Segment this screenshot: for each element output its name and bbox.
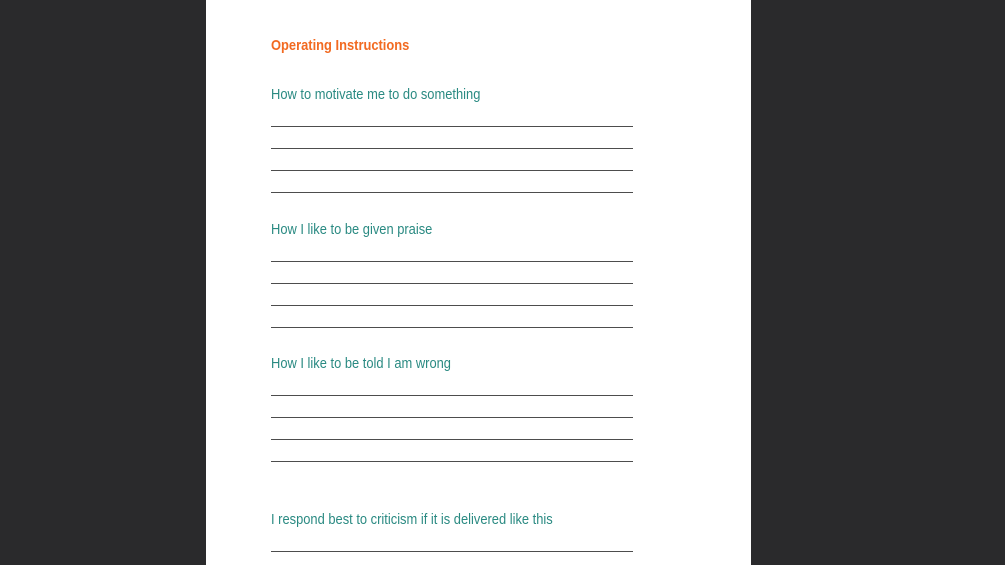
answer-line[interactable] xyxy=(271,395,633,396)
section-label-criticism: I respond best to criticism if it is delivered like this xyxy=(271,511,553,528)
answer-line[interactable] xyxy=(271,439,633,440)
answer-line[interactable] xyxy=(271,305,633,306)
section-label-wrong: How I like to be told I am wrong xyxy=(271,355,451,372)
answer-line[interactable] xyxy=(271,417,633,418)
answer-line[interactable] xyxy=(271,283,633,284)
answer-line[interactable] xyxy=(271,126,633,127)
section-label-praise: How I like to be given praise xyxy=(271,221,433,238)
answer-line[interactable] xyxy=(271,551,633,552)
section-label-motivation: How to motivate me to do something xyxy=(271,86,481,103)
answer-line[interactable] xyxy=(271,261,633,262)
answer-line[interactable] xyxy=(271,192,633,193)
answer-line[interactable] xyxy=(271,461,633,462)
document-page xyxy=(206,0,751,565)
answer-line[interactable] xyxy=(271,148,633,149)
answer-line[interactable] xyxy=(271,327,633,328)
page-title: Operating Instructions xyxy=(271,37,410,54)
answer-line[interactable] xyxy=(271,170,633,171)
